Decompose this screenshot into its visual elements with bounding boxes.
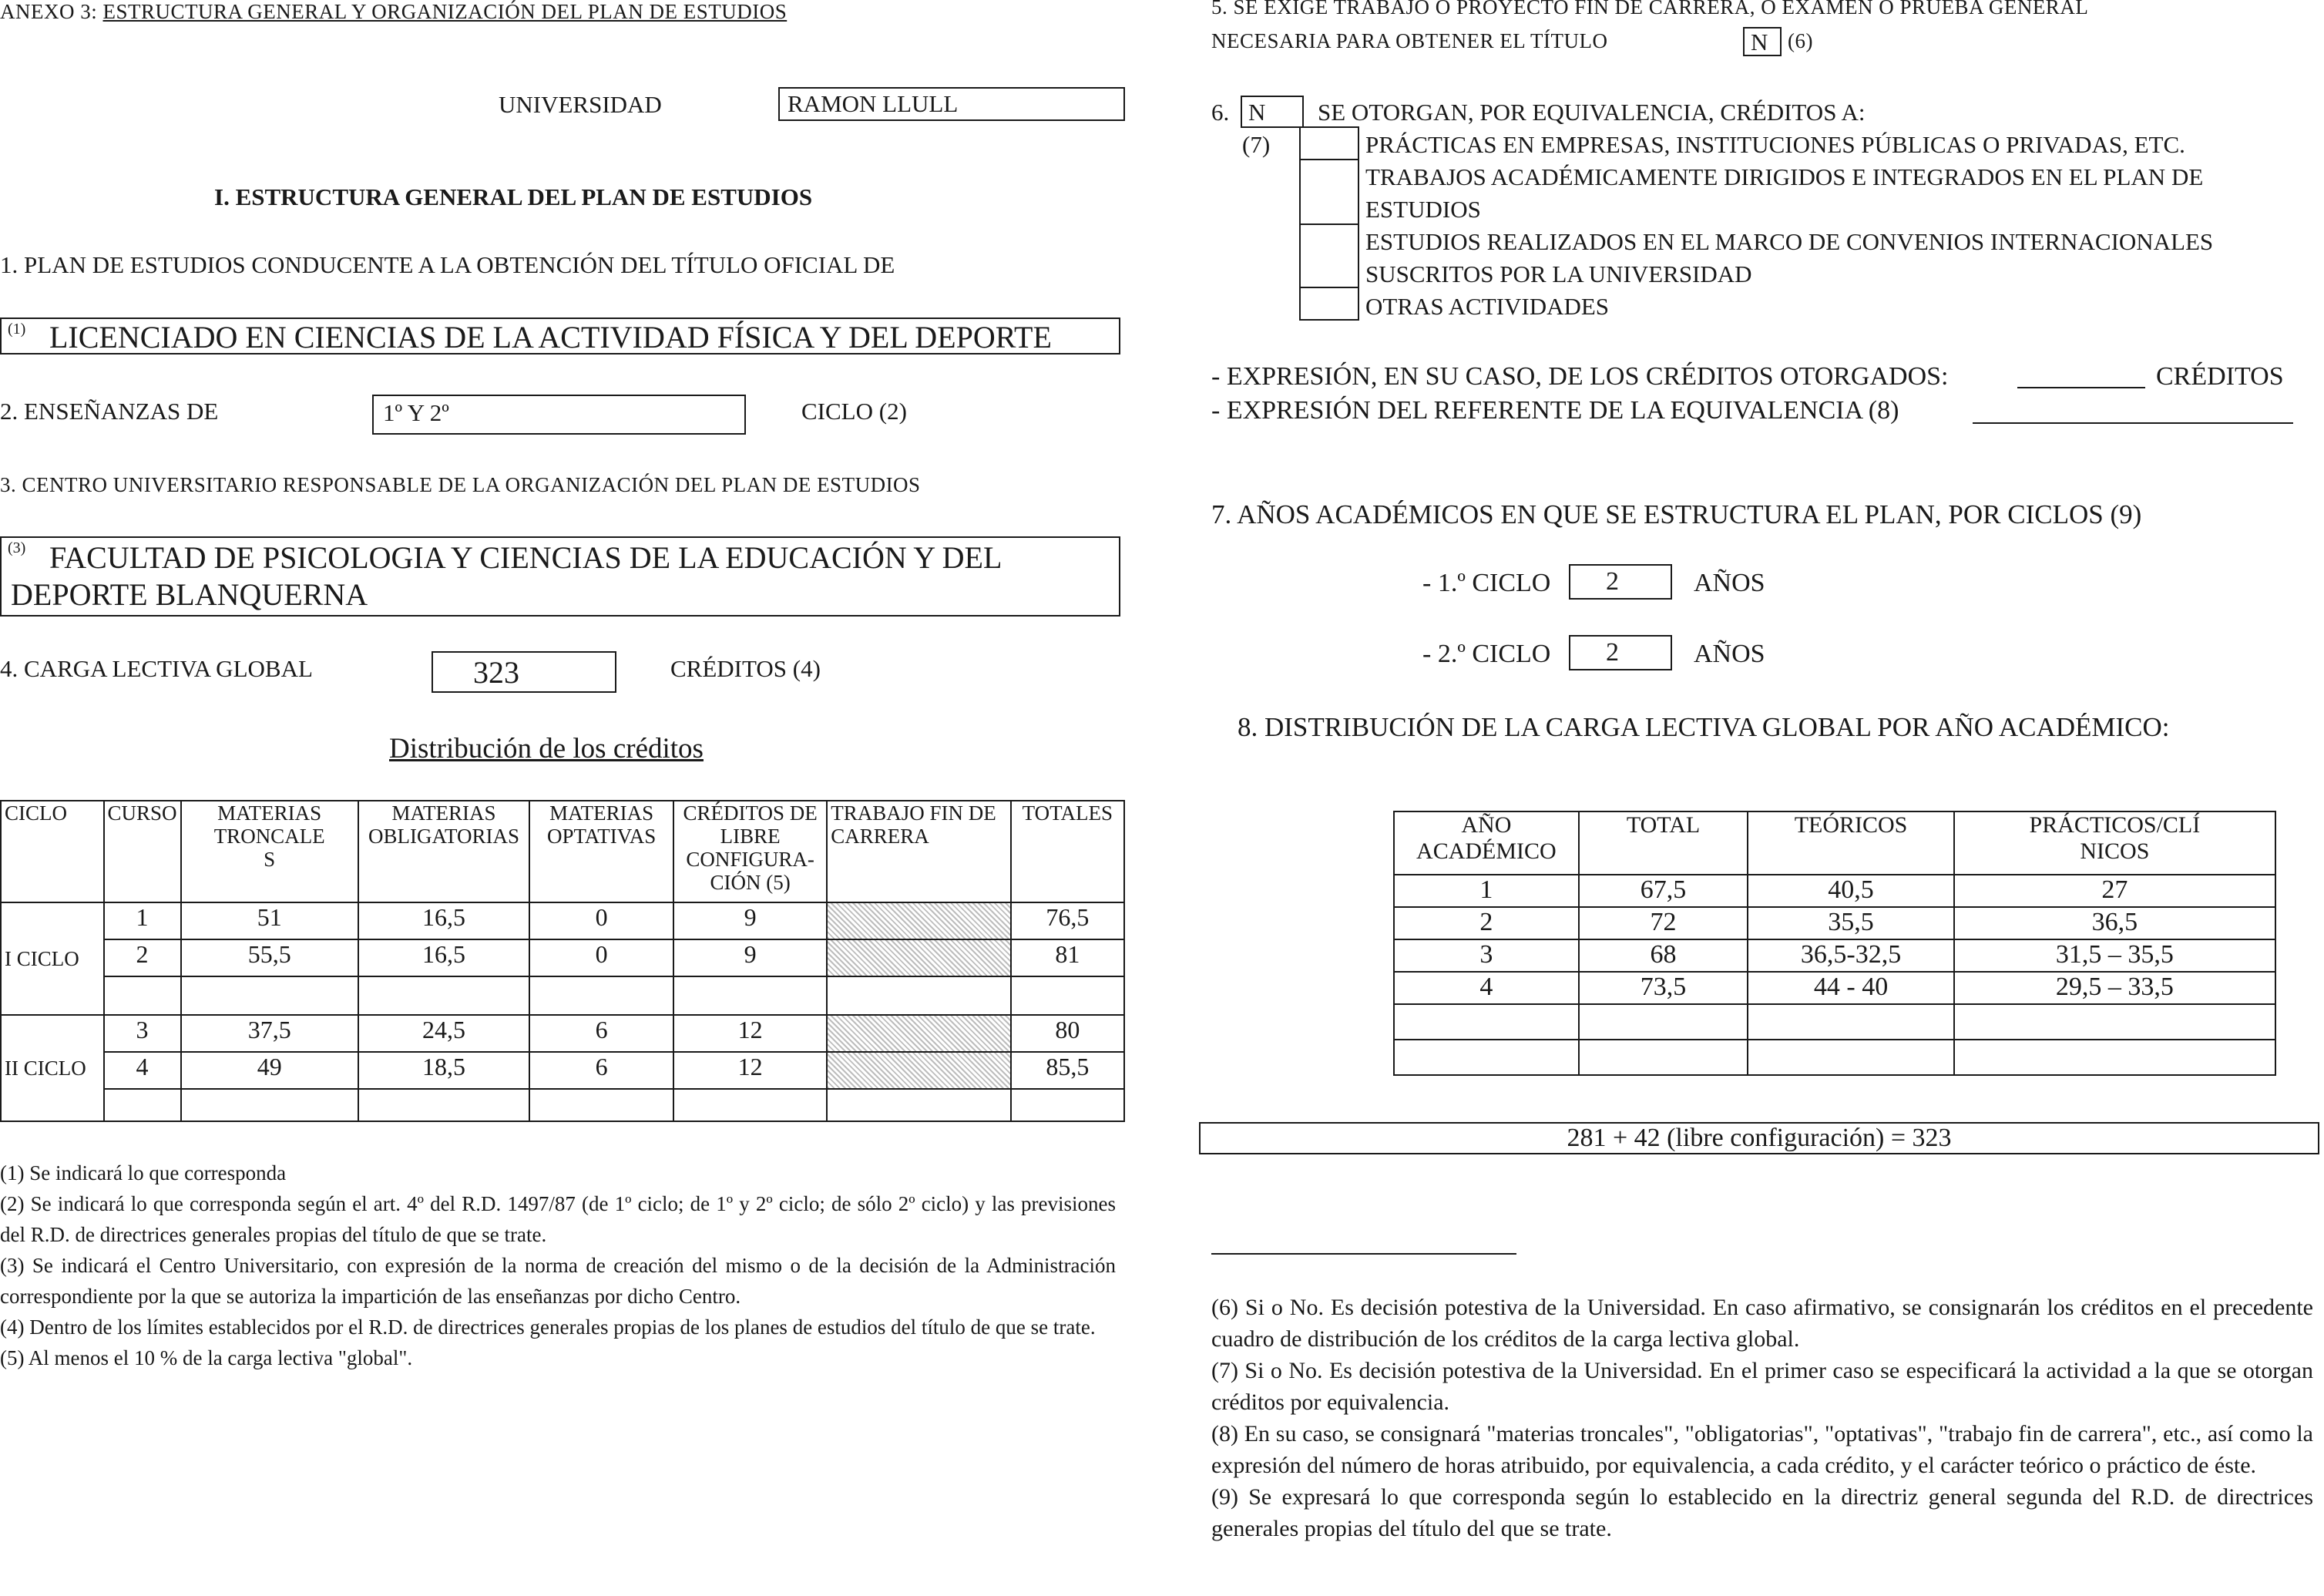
carga-value: 323 [473,655,519,690]
cell: 85,5 [1011,1052,1124,1089]
cell: 36,5-32,5 [1748,939,1954,972]
item6-field [1241,96,1304,128]
cell: 1 [104,902,181,939]
credits-table [0,800,1125,1122]
col-trabajo [827,801,1010,902]
footnote-4: (4) Dentro de los límites establecidos por el R.D. de directrices generales propias de los planes de estudios del título de que se trate. [0,1315,1096,1339]
item8-label: 8. DISTRIBUCIÓN DE LA CARGA LECTIVA GLOBAL POR AÑO ACADÉMICO: [1238,712,2170,742]
annex-title: ESTRUCTURA GENERAL Y ORGANIZACIÓN DEL PLAN DE ESTUDIOS [102,0,788,23]
expr2-blank [1973,422,2293,424]
col-practicos-l1: PRÁCTICOS/CLÍ [2029,812,2201,838]
cell: 73,5 [1579,972,1748,1004]
ensenanzas-value: 1º Y 2º [383,399,449,426]
cell: 27 [1954,875,2275,907]
cell: 35,5 [1748,907,1954,939]
annex-prefix: ANEXO 3: [0,0,98,23]
item5-note: (6) [1788,29,1813,52]
col-libre-l4: CIÓN (5) [710,871,791,894]
cell: 12 [673,1052,827,1089]
table-row-empty [1394,1040,2275,1075]
item5-line2: NECESARIA PARA OBTENER EL TÍTULO [1211,29,1608,52]
item1-label: 1. PLAN DE ESTUDIOS CONDUCENTE A LA OBTENCIÓN DEL TÍTULO OFICIAL DE [0,251,895,278]
titulo-field [0,318,1120,354]
centro-line2: DEPORTE BLANQUERNA [11,577,368,612]
expr1-label: - EXPRESIÓN, EN SU CASO, DE LOS CRÉDITOS OTORGADOS: [1211,362,1949,391]
footnote-5: (5) Al menos el 10 % de la carga lectiva "global". [0,1346,413,1369]
option-checkbox-trabajos[interactable] [1299,159,1359,225]
table-row [1394,972,2275,1004]
ciclo2-value: 2 [1606,638,1619,667]
credits-header-row [1,801,1124,902]
col-ciclo: CICLO [1,801,104,902]
option-trabajos-l1: TRABAJOS ACADÉMICAMENTE DIRIGIDOS E INTEGRADOS EN EL PLAN DE [1365,163,2204,190]
item7-label: 7. AÑOS ACADÉMICOS EN QUE SE ESTRUCTURA EL PLAN, POR CICLOS (9) [1211,499,2142,529]
carga-field [432,651,616,693]
table-row-empty [1,1089,1124,1121]
cell: 44 - 40 [1748,972,1954,1004]
cell: 9 [673,939,827,976]
col-practicos-l2: NICOS [2080,838,2150,864]
item6-value: N [1248,99,1266,126]
table-row [1394,875,2275,907]
col-opt-l2: OPTATIVAS [546,825,657,848]
footnote-1: (1) Se indicará lo que corresponda [0,1161,287,1184]
item6-label: SE OTORGAN, POR EQUIVALENCIA, CRÉDITOS A: [1318,99,1866,126]
ciclo1-unit: AÑOS [1694,569,1765,597]
ciclo1-value: 2 [1606,567,1619,596]
option-practicas: PRÁCTICAS EN EMPRESAS, INSTITUCIONES PÚBLICAS O PRIVADAS, ETC. [1365,131,2185,158]
universidad-field [778,87,1125,121]
cell: 16,5 [358,902,529,939]
ciclo2-label: - 2.º CICLO [1422,640,1551,668]
ciclo1-field [1569,564,1672,600]
cell: 37,5 [181,1015,358,1052]
centro-field [0,536,1120,617]
col-obligatorias [358,801,529,902]
col-anio-l2: ACADÉMICO [1416,838,1557,864]
ensenanzas-field [372,395,746,435]
item5-field [1743,27,1782,56]
item3-label: 3. CENTRO UNIVERSITARIO RESPONSABLE DE LA ORGANIZACIÓN DEL PLAN DE ESTUDIOS [0,473,921,496]
col-totales: TOTALES [1011,801,1124,902]
cell: 68 [1579,939,1748,972]
footnote-7: (7) Si o No. Es decisión potestiva de la Universidad. En el primer caso se especificará la actividad a la que se otorgan créditos por equivalencia. [1211,1358,2313,1415]
cell: 55,5 [181,939,358,976]
footnote-separator [1211,1253,1516,1255]
ciclo2-unit: AÑOS [1694,640,1765,668]
cell: 24,5 [358,1015,529,1052]
expr2-label: - EXPRESIÓN DEL REFERENTE DE LA EQUIVALENCIA (8) [1211,396,1899,425]
footnote-2: (2) Se indicará lo que corresponda según el art. 4º del R.D. 1497/87 (de 1º ciclo; de 1º y 2º ciclo; de sólo 2º ciclo) y las previsiones del R.D. de directrices generales propias del título de que se trate. [0,1192,1116,1246]
cell: 0 [529,939,673,976]
col-troncales-l2: TRONCALE [213,825,325,848]
col-oblig-l2: OBLIGATORIAS [368,825,520,848]
cell: 4 [1394,972,1579,1004]
cell: 80 [1011,1015,1124,1052]
col-optativas [529,801,673,902]
cell: 3 [1394,939,1579,972]
col-trabajo-l1: TRABAJO FIN DE [831,801,996,825]
table-row-empty [1394,1004,2275,1040]
summary-text: 281 + 42 (libre configuración) = 323 [1567,1124,1952,1152]
centro-note: (3) [8,539,26,556]
trabajo-cell-hatched [827,939,1010,976]
footnotes-right [1211,1292,2313,1544]
titulo-note: (1) [8,321,26,338]
option-checkbox-practicas[interactable] [1299,126,1359,160]
col-libre [673,801,827,902]
option-convenios-l2: SUSCRITOS POR LA UNIVERSIDAD [1365,260,1752,287]
trabajo-cell-hatched [827,1052,1010,1089]
ciclo1-label: - 1.º CICLO [1422,569,1551,597]
cell: 67,5 [1579,875,1748,907]
ciclo2-cell: II CICLO [1,1015,104,1121]
table-row [1,1015,1124,1052]
item5-value: N [1751,29,1768,55]
summary-box [1199,1122,2319,1154]
cell: 12 [673,1015,827,1052]
footnote-3: (3) Se indicará el Centro Universitario, con expresión de la norma de creación del mismo o de la decisión de la Administración correspondiente por la que se autoriza la impartición de las enseñanzas por dicho Centro. [0,1254,1116,1308]
cell: 76,5 [1011,902,1124,939]
year-header-row [1394,811,2275,875]
col-libre-l2: LIBRE [720,825,781,848]
item6-note: (7) [1242,131,1271,158]
cell: 1 [1394,875,1579,907]
col-total: TOTAL [1579,811,1748,875]
footnote-8: (8) En su caso, se consignará "materias troncales", "obligatorias", "optativas", "trabajo fin de carrera", etc., así como la expresión del número de horas atribuido, por equivalencia, a cada crédito, y el carácter teórico o práctico de éste. [1211,1421,2313,1478]
cell: 49 [181,1052,358,1089]
col-curso: CURSO [104,801,181,902]
col-anio [1394,811,1579,875]
distribution-title: Distribución de los créditos [389,733,704,764]
item6-prefix: 6. [1211,99,1230,126]
trabajo-cell-hatched [827,1015,1010,1052]
item4-label: 4. CARGA LECTIVA GLOBAL [0,655,313,682]
cell: 6 [529,1015,673,1052]
col-anio-l1: AÑO [1461,812,1512,838]
col-teoricos: TEÓRICOS [1748,811,1954,875]
option-checkbox-otras[interactable] [1299,287,1359,321]
table-row [1,1052,1124,1089]
footnote-9: (9) Se expresará lo que corresponda según lo establecido en la directriz general segunda del R.D. de directrices generales propias del título del que se trate. [1211,1484,2313,1541]
cell: 4 [104,1052,181,1089]
option-otras: OTRAS ACTIVIDADES [1365,293,1610,320]
col-troncales-l1: MATERIAS [217,801,322,825]
cell: 9 [673,902,827,939]
cell: 2 [104,939,181,976]
option-trabajos-l2: ESTUDIOS [1365,196,1481,223]
item5-line1: 5. SE EXIGE TRABAJO O PROYECTO FIN DE CARRERA, O EXAMEN O PRUEBA GENERAL [1211,0,2089,18]
cell: 2 [1394,907,1579,939]
expr1-suffix: CRÉDITOS [2156,362,2284,391]
cell: 6 [529,1052,673,1089]
universidad-value: RAMON LLULL [788,90,959,117]
table-row-empty [1,976,1124,1015]
table-row [1394,939,2275,972]
cell: 3 [104,1015,181,1052]
col-oblig-l1: MATERIAS [391,801,496,825]
cell: 51 [181,902,358,939]
col-troncales-l3: S [264,848,276,871]
cell: 0 [529,902,673,939]
col-troncales [181,801,358,902]
table-row [1,939,1124,976]
col-opt-l1: MATERIAS [549,801,654,825]
titulo-value: LICENCIADO EN CIENCIAS DE LA ACTIVIDAD FÍSICA Y DEL DEPORTE [49,320,1052,354]
year-table [1393,811,2276,1076]
ciclo2-field [1569,635,1672,670]
section-title: I. ESTRUCTURA GENERAL DEL PLAN DE ESTUDIOS [214,183,813,210]
ciclo1-cell: I CICLO [1,902,104,1015]
option-convenios-l1: ESTUDIOS REALIZADOS EN EL MARCO DE CONVENIOS INTERNACIONALES [1365,228,2214,255]
table-row [1394,907,2275,939]
cell: 81 [1011,939,1124,976]
universidad-label: UNIVERSIDAD [499,91,662,118]
footnote-6: (6) Si o No. Es decisión potestiva de la Universidad. En caso afirmativo, se consignarán los créditos en el precedente cuadro de distribución de los créditos de la carga lectiva global. [1211,1295,2313,1352]
expr1-blank [2017,387,2145,388]
cell: 18,5 [358,1052,529,1089]
col-libre-l3: CONFIGURA- [686,848,814,871]
centro-line1: FACULTAD DE PSICOLOGIA Y CIENCIAS DE LA EDUCACIÓN Y DEL [49,540,1002,575]
cell: 16,5 [358,939,529,976]
annex-header [0,0,787,24]
footnotes-left [0,1158,1116,1373]
table-row [1,902,1124,939]
cell: 31,5 – 35,5 [1954,939,2275,972]
option-checkbox-convenios[interactable] [1299,223,1359,288]
cell: 40,5 [1748,875,1954,907]
item4-suffix: CRÉDITOS (4) [670,655,821,682]
cell: 72 [1579,907,1748,939]
col-libre-l1: CRÉDITOS DE [683,801,818,825]
col-trabajo-l2: CARRERA [831,825,929,848]
cell: 29,5 – 33,5 [1954,972,2275,1004]
col-practicos [1954,811,2275,875]
item2-label: 2. ENSEÑANZAS DE [0,398,219,425]
trabajo-cell-hatched [827,902,1010,939]
item2-suffix: CICLO (2) [801,398,907,425]
cell: 36,5 [1954,907,2275,939]
